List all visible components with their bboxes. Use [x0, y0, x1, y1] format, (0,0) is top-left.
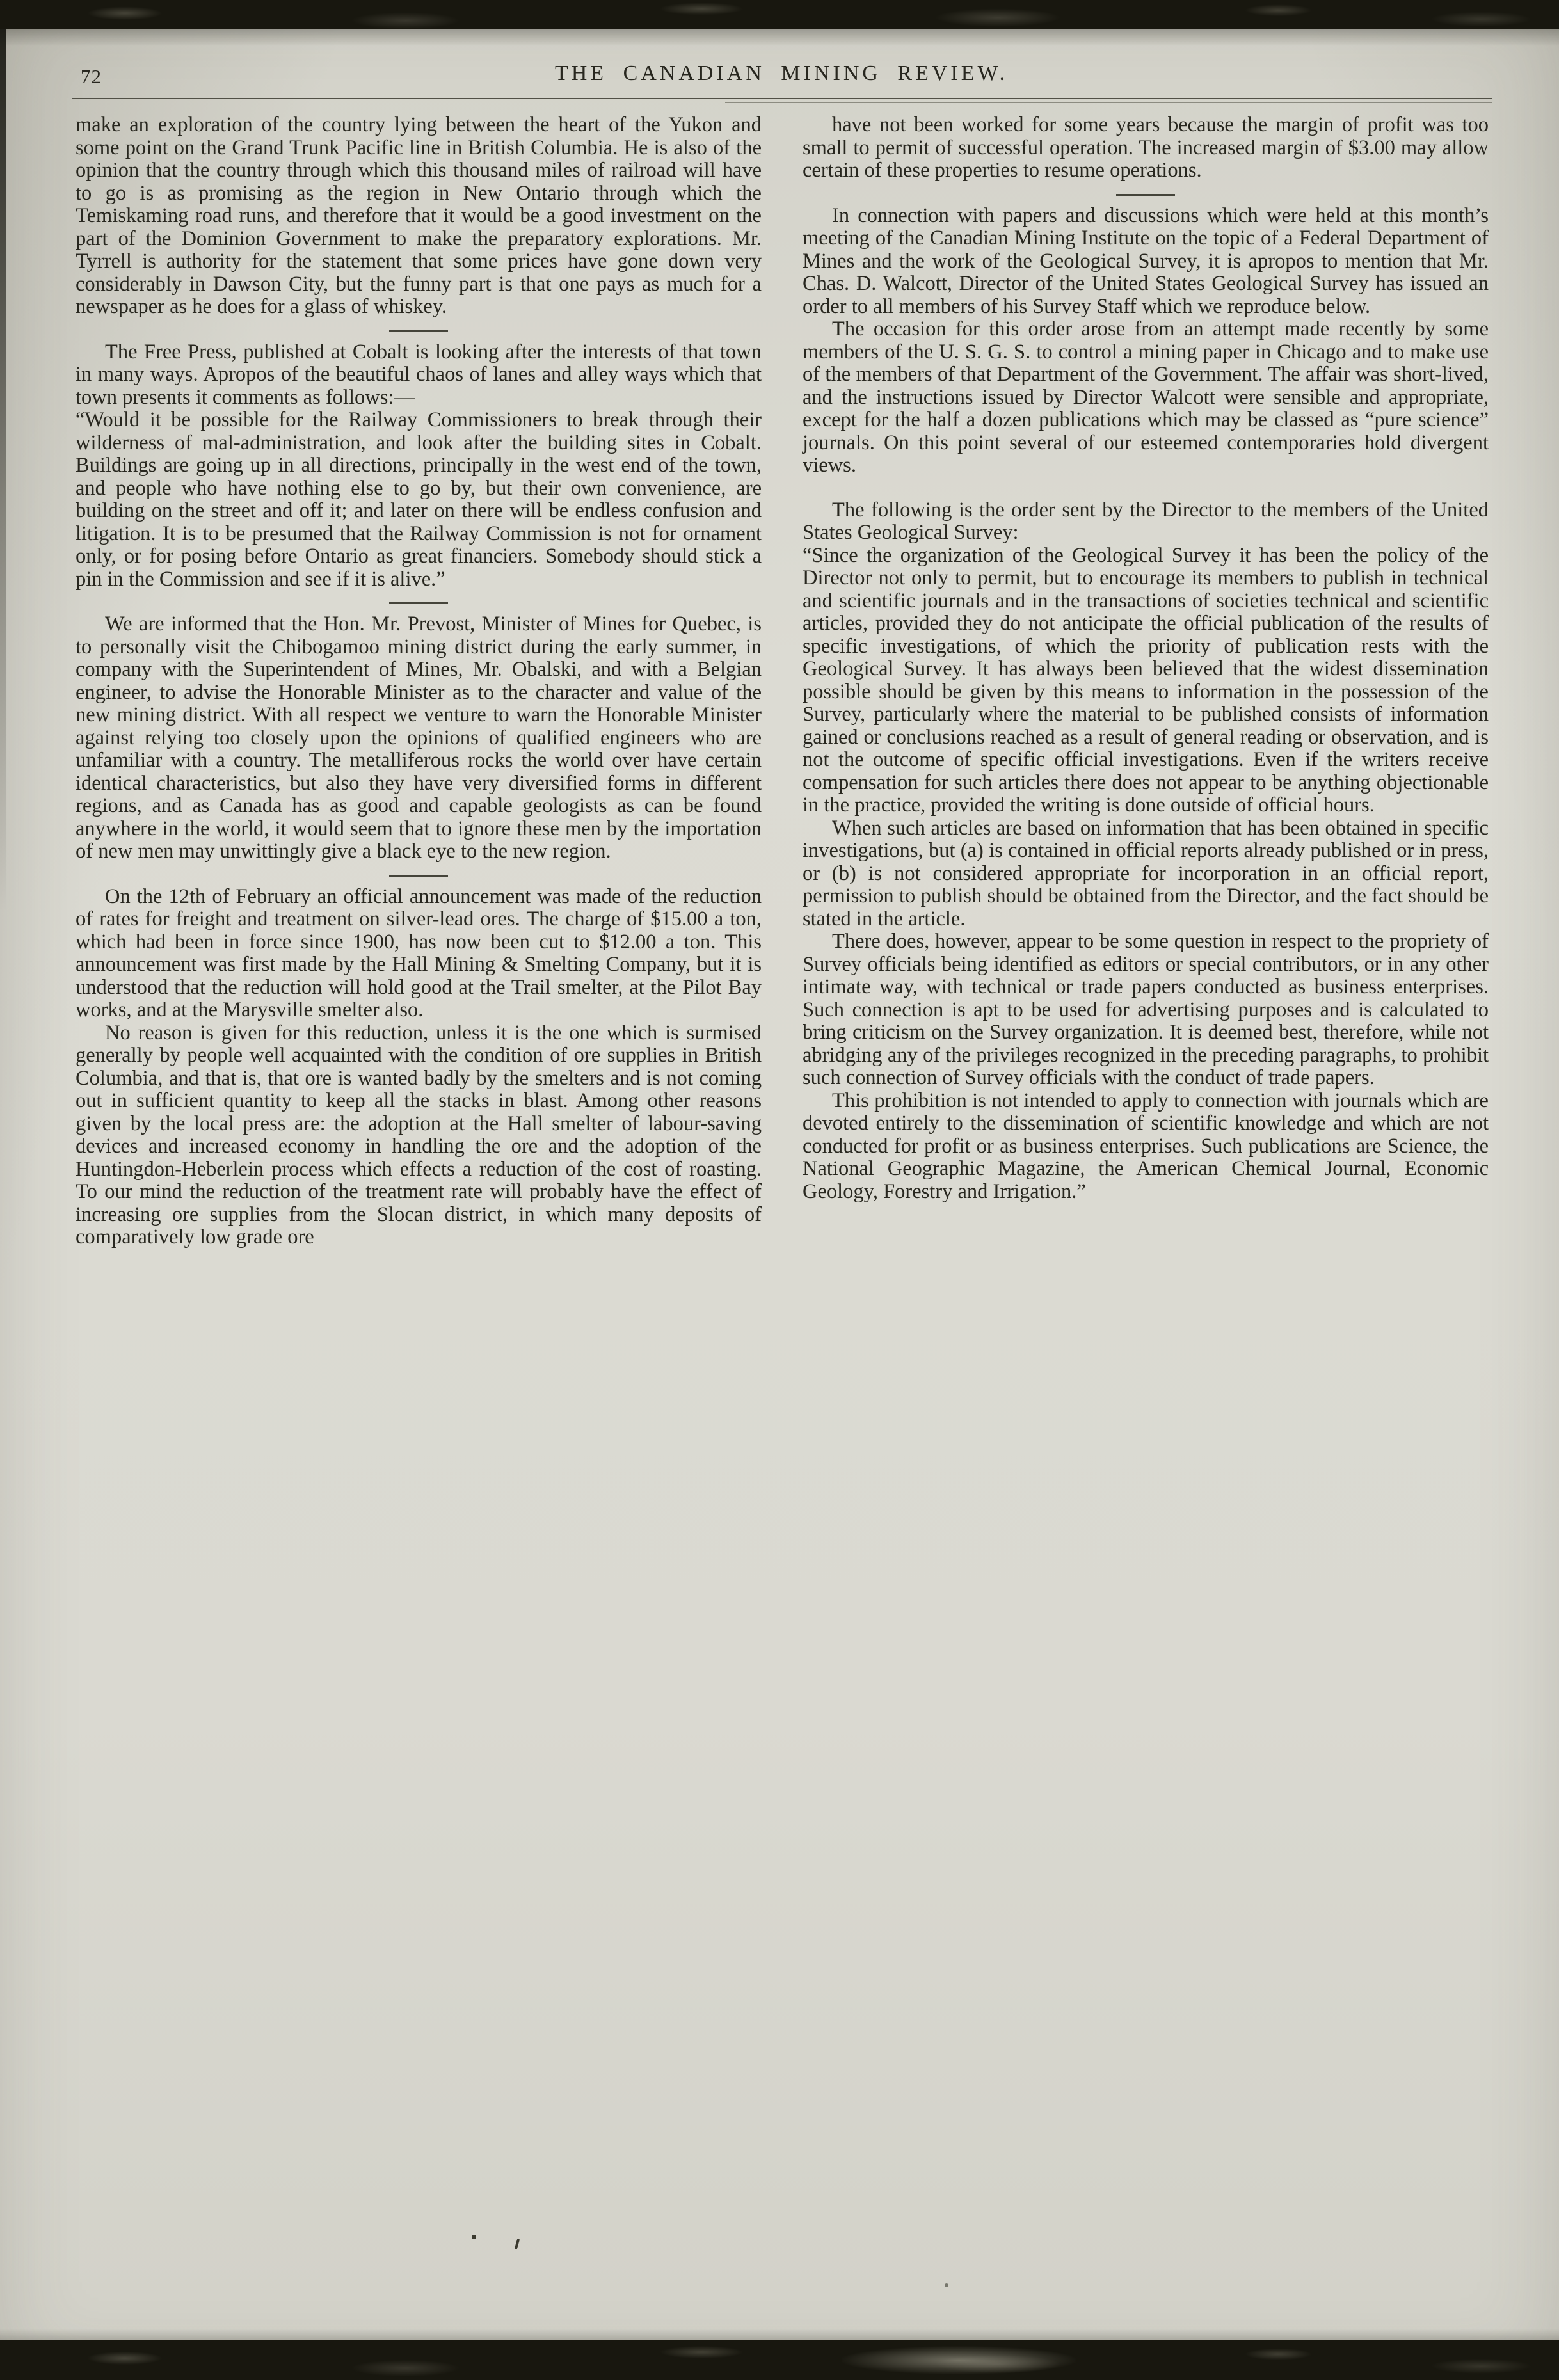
scan-artifact-top-edge [0, 0, 1559, 29]
section-divider [389, 875, 448, 877]
section-divider [389, 602, 448, 604]
right-column [803, 114, 1489, 1249]
article-paragraph: This prohibition is not intended to apply to connection with journals which are devoted entirely to the dissemination of scientific knowledge and which are not conducted for profit or as business enterprises. Such publications are Science, the National Geographic Magazine, the American Chemical Journal, Economic Geology, Forestry and Irrigation.” [803, 1089, 1489, 1203]
article-paragraph: “Since the organization of the Geological Survey it has been the policy of the Director not only to permit, but to encourage its members to publish in technical and scientific journals and in the transactions of societies technical and scientific articles, provided they do not anticipate the official publication of the results of specific investigations, of which the priority of publication rests with the Geological Survey. It has always been believed that the widest dissemination possible should be given by this means to information in the possession of the Survey, particularly where the material to be published consists of information gained or conclusions reached as a result of general reading or observation, and is not the outcome of specific official investigations. Even if the writers receive compensation for such articles there does not appear to be anything objectionable in the practice, provided the writing is done outside of official hours. [803, 543, 1489, 817]
article-paragraph: There does, however, appear to be some question in respect to the propriety of Survey officials being identified as editors or special contributors, or in any other intimate way, with technical or trade papers conducted as business enterprises. Such connection is apt to be used for advertising purposes and is calculated to bring criticism on the Survey organization. It is deemed best, therefore, while not abridging any of the privileges recognized in the preceding paragraphs, to prohibit such connection of Survey officials with the conduct of trade papers. [803, 930, 1489, 1089]
article-block [76, 886, 762, 1249]
article-paragraph: have not been worked for some years because the margin of profit was too small to permit of successful operation. The increased margin of $3.00 may allow certain of these properties to resume operations. [803, 113, 1489, 182]
article-block [76, 114, 762, 319]
article-paragraph: “Would it be possible for the Railway Commissioners to break through their wilderness of mal-administration, and look after the building sites in Cobalt. Buildings are going up in all directions, principally in the west end of the town, and people who have nothing else to go by, but their own convenience, are building on the street and off it; and later on there will be endless confusion and litigation. It is to be presumed that the Railway Commission is not for ornament only, or for posing before Ontario as great financiers. Somebody should stick a pin in the Commission and see if it is alive.” [76, 408, 762, 591]
scan-artifact-bottom-edge [0, 2340, 1559, 2380]
article-paragraph: The following is the order sent by the Director to the members of the United States Geological Survey: [803, 498, 1489, 544]
article-paragraph: On the 12th of February an official announcement was made of the reduction of rates for freight and treatment on silver-lead ores. The charge of $15.00 a ton, which had been in force since 1900, has now been cut to $12.00 a ton. This announcement was first made by the Hall Mining & Smelting Company, but it is understood that the reduction will hold good at the Trail smelter, at the Pilot Bay works, and at the Marysville smelter also. [76, 884, 762, 1021]
article-paragraph: make an exploration of the country lying between the heart of the Yukon and some point on the Grand Trunk Pacific line in British Columbia. He is also of the opinion that the country through which this thousand miles of railroad will have to go is as promising as the region in New Ontario through which the Temiskaming road runs, and therefore that it would be a good investment on the part of the Dominion Government to make the preparatory explorations. Mr. Tyrrell is authority for the statement that some prices have gone down very considerably in Dawson City, but the funny part is that one pays as much for a newspaper as he does for a glass of whiskey. [76, 113, 762, 318]
section-divider [389, 330, 448, 332]
article-paragraph: The Free Press, published at Cobalt is looking after the interests of that town in many ways. Apropos of the beautiful chaos of lanes and alley ways which that town presents it comments as follows:— [76, 340, 762, 409]
article-columns [76, 114, 1489, 1249]
scan-artifact-left-edge [0, 29, 6, 913]
journal-title: THE CANADIAN MINING REVIEW. [554, 61, 1008, 85]
scan-speck [515, 2239, 520, 2249]
article-block [803, 205, 1489, 477]
article-block [803, 114, 1489, 182]
scan-speck [945, 2283, 948, 2287]
page-number: 72 [81, 65, 102, 88]
section-spacer [803, 477, 1489, 499]
article-paragraph: We are informed that the Hon. Mr. Prevost, Minister of Mines for Quebec, is to personally visit the Chibogamoo mining district during the early summer, in company with the Superintendent of Mines, Mr. Obalski, and with a Belgian engineer, to advise the Honorable Minister as to the character and value of the new mining district. With all respect we venture to warn the Honorable Minister against relying too closely upon the opinions of qualified engineers who are unfamiliar with a country. The metalliferous rocks the world over have certain identical characteristics, but also they have very diversified forms in different regions, and as Canada has as good and capable geologists as can be found anywhere in the world, it would seem that to ignore these men by the importation of new men may unwittingly give a black eye to the new region. [76, 612, 762, 863]
article-paragraph: The occasion for this order arose from an attempt made recently by some members of the U. S. G. S. to control a mining paper in Chicago and to make use of the members of that Department of the Government. The affair was short-lived, and the instructions issued by Director Walcott were sensible and appropriate, except for the half a dozen publications which may be classed as “pure science” journals. On this point several of our esteemed contemporaries hold divergent views. [803, 317, 1489, 477]
scan-speck [472, 2235, 476, 2239]
section-divider [1116, 194, 1175, 196]
page-header [76, 61, 1487, 92]
left-column [76, 114, 762, 1249]
article-paragraph: In connection with papers and discussions which were held at this month’s meeting of the Canadian Mining Institute on the topic of a Federal Department of Mines and the work of the Geological Survey, it is apropos to mention that Mr. Chas. D. Walcott, Director of the United States Geological Survey has issued an order to all members of his Survey Staff which we reproduce below. [803, 204, 1489, 318]
header-rule [72, 98, 1492, 103]
article-block [803, 499, 1489, 1204]
article-paragraph: No reason is given for this reduction, unless it is the one which is surmised generally by people well acquainted with the condition of ore supplies in British Columbia, and that is, that ore is wanted badly by the smelters and is not coming out in sufficient quantity to keep all the stacks in blast. Among other reasons given by the local press are: the adoption at the Hall smelter of labour-saving devices and increased economy in handling the ore and the adoption of the Huntingdon-Heberlein process which effects a reduction of the cost of roasting. To our mind the reduction of the treatment rate will probably have the effect of increasing ore supplies from the Slocan district, in which many deposits of comparatively low grade ore [76, 1021, 762, 1249]
article-paragraph: When such articles are based on information that has been obtained in specific investigations, but (a) is contained in official reports already published or in press, or (b) is not considered appropriate for incorporation in an official report, permission to publish should be obtained from the Director, and the fact should be stated in the article. [803, 816, 1489, 930]
article-block [76, 613, 762, 863]
article-block [76, 341, 762, 591]
